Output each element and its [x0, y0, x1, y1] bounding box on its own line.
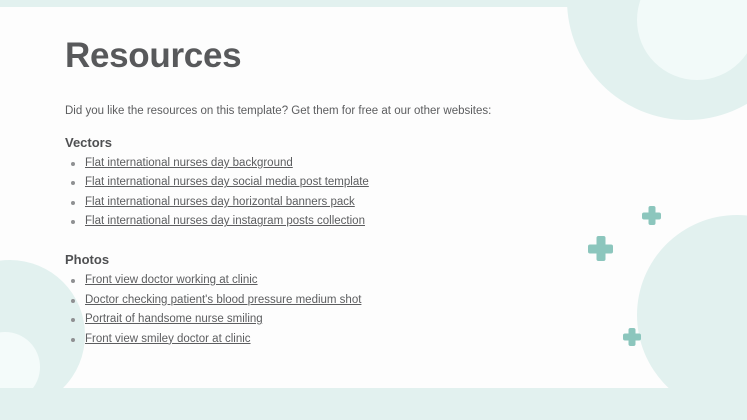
section-heading-vectors: Vectors — [65, 134, 112, 150]
slide-content — [65, 38, 575, 369]
resource-link[interactable]: Doctor checking patient's blood pressure medium shot — [85, 293, 362, 306]
resource-link[interactable]: Flat international nurses day social media post template — [85, 176, 369, 189]
resource-link[interactable]: Flat international nurses day background — [85, 156, 293, 169]
bottom-band — [0, 388, 747, 420]
medical-cross-icon — [642, 206, 661, 225]
medical-cross-icon — [588, 236, 613, 261]
resource-link[interactable]: Portrait of handsome nurse smiling — [85, 313, 263, 326]
intro-text: Did you like the resources on this template? Get them for free at our other websites: — [65, 105, 492, 117]
medical-cross-icon — [623, 328, 641, 346]
list-item[interactable] — [65, 195, 575, 211]
page-title: Resources — [65, 36, 242, 75]
resource-link[interactable]: Front view smiley doctor at clinic — [85, 332, 251, 345]
list-item[interactable] — [65, 156, 575, 172]
list-item[interactable] — [65, 332, 575, 348]
list-item[interactable] — [65, 293, 575, 309]
list-item[interactable] — [65, 312, 575, 328]
list-item[interactable] — [65, 175, 575, 191]
resource-link[interactable]: Front view doctor working at clinic — [85, 274, 258, 286]
list-item[interactable] — [65, 273, 575, 289]
vectors-list — [65, 156, 575, 230]
resource-link[interactable]: Flat international nurses day instagram posts collection — [85, 215, 365, 228]
section-heading-photos: Photos — [65, 252, 110, 267]
resource-link[interactable]: Flat international nurses day horizontal banners pack — [85, 195, 355, 208]
decorative-circle-right — [637, 215, 747, 415]
photos-list — [65, 273, 575, 347]
list-item[interactable] — [65, 214, 575, 230]
